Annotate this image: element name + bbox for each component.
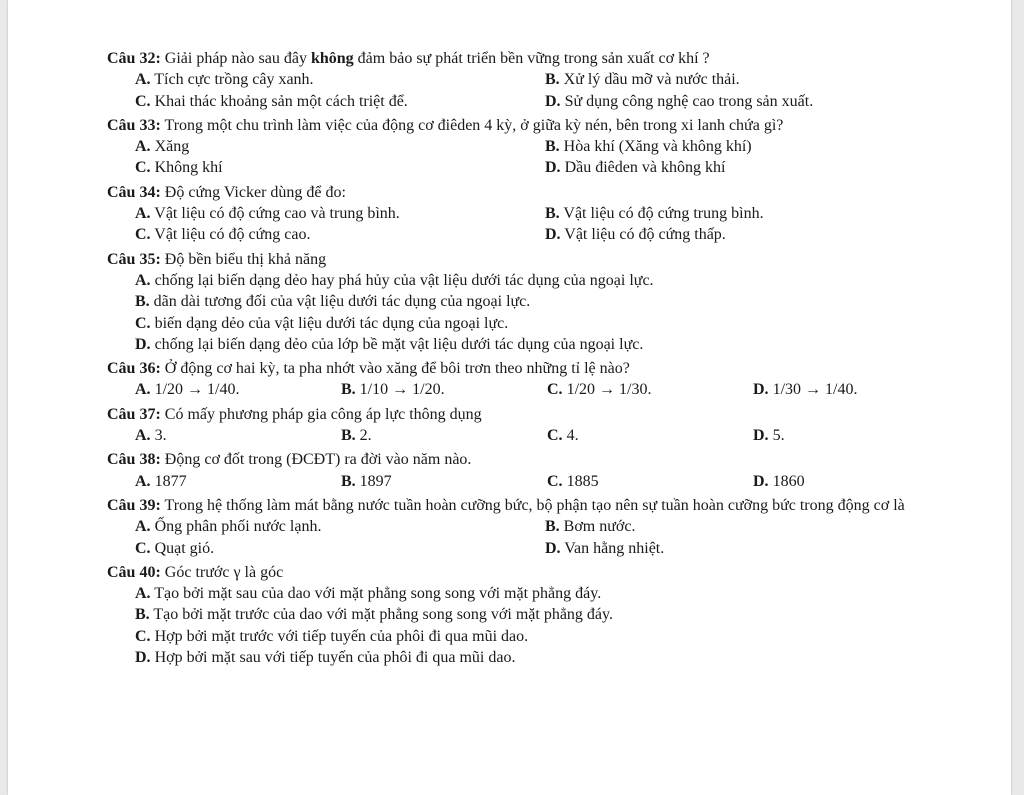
option-text: Vật liệu có độ cứng cao và trung bình. [150, 205, 400, 223]
option-b [545, 69, 985, 90]
options [107, 379, 987, 400]
option-b [341, 471, 547, 492]
option-text: dãn dài tương đối của vật liệu dưới tác dụng của ngoại lực. [149, 293, 531, 311]
option-text: Hòa khí (Xăng và không khí) [559, 138, 752, 156]
option-text: Tích cực trồng cây xanh. [150, 71, 314, 89]
option-letter: C. [135, 627, 151, 645]
option-text: Bơm nước. [559, 518, 636, 536]
option-text: Xử lý dầu mỡ và nước thải. [559, 71, 740, 89]
question-text [107, 182, 987, 203]
question-label: Câu 40: [107, 563, 161, 581]
question-label: Câu 32: [107, 50, 161, 67]
question-label: Câu 35: [107, 250, 161, 268]
option-letter: C. [135, 92, 151, 110]
option-text: Xăng [150, 138, 190, 156]
option-d [545, 224, 985, 245]
option-d [135, 334, 987, 355]
option-text: Van hằng nhiệt. [560, 539, 665, 557]
question-35 [107, 249, 987, 355]
question-38 [107, 449, 987, 492]
option-text: 1/30 → 1/40. [768, 381, 858, 399]
option-d [753, 471, 953, 492]
question-32 [107, 48, 987, 112]
option-text: 5. [768, 427, 785, 445]
question-text-before: Độ bền biểu thị khả năng [160, 250, 327, 268]
option-letter: D. [753, 381, 769, 399]
option-text: Tạo bởi mặt sau của dao với mặt phẳng song song với mặt phẳng đáy. [150, 585, 602, 603]
option-a [135, 425, 341, 446]
option-text: Dầu điêden và không khí [560, 159, 726, 177]
question-text [107, 562, 987, 583]
question-text-bold: không [310, 50, 354, 67]
option-text: Khai thác khoảng sản một cách triệt để. [150, 92, 408, 110]
option-b [135, 291, 987, 312]
option-c [547, 425, 753, 446]
option-letter: D. [545, 539, 561, 557]
option-letter: A. [135, 427, 151, 445]
options [107, 516, 987, 559]
option-a [135, 203, 545, 224]
options [107, 203, 987, 246]
question-text [107, 115, 987, 136]
option-letter: B. [341, 381, 356, 399]
question-33 [107, 115, 987, 179]
option-letter: A. [135, 381, 151, 399]
option-d [545, 157, 985, 178]
question-text-before: Trong một chu trình làm việc của động cơ điêden 4 kỳ, ở giữa kỳ nén, bên trong xi lanh chứa gì? [160, 116, 784, 134]
option-letter: C. [135, 226, 151, 244]
option-c [135, 157, 545, 178]
option-text: Vật liệu có độ cứng thấp. [560, 226, 726, 244]
option-letter: D. [545, 226, 561, 244]
option-text: Hợp bởi mặt trước với tiếp tuyến của phôi đi qua mũi dao. [150, 627, 529, 645]
option-b [135, 604, 987, 625]
question-text-before: Động cơ đốt trong (ĐCĐT) ra đời vào năm nào. [160, 451, 472, 469]
option-letter: D. [545, 92, 561, 110]
option-text: 1877 [150, 472, 187, 490]
question-text-after: đảm bảo sự phát triển bền vững trong sản xuất cơ khí ? [353, 50, 710, 67]
option-text: 1/20 → 1/40. [150, 381, 240, 399]
option-c [135, 538, 545, 559]
option-letter: B. [545, 71, 560, 89]
option-text: Không khí [150, 159, 223, 177]
option-b [545, 516, 985, 537]
question-34 [107, 182, 987, 246]
option-letter: A. [135, 585, 151, 603]
question-text [107, 358, 987, 379]
option-text: Sử dụng công nghệ cao trong sản xuất. [560, 92, 814, 110]
question-label: Câu 36: [107, 360, 161, 378]
options [107, 471, 987, 492]
question-text [107, 249, 987, 270]
options [107, 136, 987, 179]
question-label: Câu 39: [107, 496, 161, 514]
question-36 [107, 358, 987, 401]
option-letter: D. [135, 649, 151, 667]
document-page [8, 0, 1011, 795]
option-d [545, 91, 985, 112]
question-text-before: Độ cứng Vicker dùng để đo: [160, 183, 346, 201]
option-text: Tạo bởi mặt trước của dao với mặt phẳng song song với mặt phẳng đáy. [149, 606, 613, 624]
option-text: Vật liệu có độ cứng cao. [150, 226, 311, 244]
option-d [545, 538, 985, 559]
option-text: 3. [150, 427, 167, 445]
option-b [341, 379, 547, 400]
option-letter: C. [135, 314, 151, 332]
option-c [547, 471, 753, 492]
option-c [135, 91, 545, 112]
option-letter: C. [135, 539, 151, 557]
option-letter: D. [753, 472, 769, 490]
option-text: Ống phân phối nước lạnh. [150, 518, 322, 536]
option-c [135, 626, 987, 647]
question-label: Câu 38: [107, 451, 161, 469]
option-d [135, 647, 987, 668]
option-letter: D. [753, 427, 769, 445]
question-39 [107, 495, 987, 559]
option-letter: B. [545, 518, 560, 536]
option-a [135, 69, 545, 90]
option-c [547, 379, 753, 400]
option-text: chống lại biến dạng dẻo của lớp bề mặt vật liệu dưới tác dụng của ngoại lực. [150, 335, 644, 353]
option-d [753, 425, 953, 446]
question-label: Câu 37: [107, 405, 161, 423]
option-a [135, 583, 987, 604]
option-text: biến dạng dẻo của vật liệu dưới tác dụng của ngoại lực. [150, 314, 509, 332]
option-letter: A. [135, 138, 151, 156]
option-a [135, 270, 987, 291]
question-text [107, 48, 987, 69]
question-text-before: Trong hệ thống làm mát bằng nước tuần hoàn cưỡng bức, bộ phận tạo nên sự tuần hoàn cưỡng bức trong động cơ là [160, 496, 905, 514]
option-letter: A. [135, 271, 151, 289]
question-text-before: Góc trước γ là góc [160, 563, 284, 581]
option-text: 1860 [768, 472, 805, 490]
option-letter: B. [341, 427, 356, 445]
option-text: 4. [562, 427, 579, 445]
question-list [107, 48, 987, 668]
options [107, 69, 987, 112]
option-c [135, 313, 987, 334]
option-letter: A. [135, 472, 151, 490]
option-text: chống lại biến dạng dẻo hay phá hủy của vật liệu dưới tác dụng của ngoại lực. [150, 271, 654, 289]
option-letter: B. [341, 472, 356, 490]
question-text [107, 404, 987, 425]
options [107, 425, 987, 446]
option-a [135, 136, 545, 157]
option-b [341, 425, 547, 446]
option-b [545, 136, 985, 157]
question-label: Câu 34: [107, 183, 161, 201]
option-text: 2. [355, 427, 372, 445]
options [107, 270, 987, 355]
option-text: Quạt gió. [150, 539, 215, 557]
option-c [135, 224, 545, 245]
option-a [135, 471, 341, 492]
option-a [135, 379, 341, 400]
option-letter: A. [135, 71, 151, 89]
question-text [107, 495, 987, 516]
option-a [135, 516, 545, 537]
option-letter: D. [135, 335, 151, 353]
question-text-before: Ở động cơ hai kỳ, ta pha nhớt vào xăng để bôi trơn theo những tỉ lệ nào? [160, 360, 630, 378]
question-40 [107, 562, 987, 668]
question-text [107, 449, 987, 470]
option-letter: B. [545, 138, 560, 156]
question-text-before: Giải pháp nào sau đây [160, 50, 311, 67]
question-label: Câu 33: [107, 116, 161, 134]
option-letter: A. [135, 518, 151, 536]
option-text: 1897 [355, 472, 392, 490]
option-letter: C. [547, 427, 563, 445]
option-letter: D. [545, 159, 561, 177]
question-text-before: Có mấy phương pháp gia công áp lực thông dụng [160, 405, 482, 423]
option-text: 1/20 → 1/30. [562, 381, 652, 399]
option-text: Hợp bởi mặt sau với tiếp tuyến của phôi đi qua mũi dao. [150, 649, 516, 667]
option-text: Vật liệu có độ cứng trung bình. [559, 205, 764, 223]
option-letter: B. [135, 293, 150, 311]
option-letter: B. [545, 205, 560, 223]
option-letter: C. [547, 381, 563, 399]
options [107, 583, 987, 668]
option-d [753, 379, 953, 400]
option-letter: B. [135, 606, 150, 624]
option-b [545, 203, 985, 224]
option-text: 1/10 → 1/20. [355, 381, 445, 399]
option-letter: A. [135, 205, 151, 223]
option-text: 1885 [562, 472, 599, 490]
option-letter: C. [135, 159, 151, 177]
question-37 [107, 404, 987, 447]
option-letter: C. [547, 472, 563, 490]
